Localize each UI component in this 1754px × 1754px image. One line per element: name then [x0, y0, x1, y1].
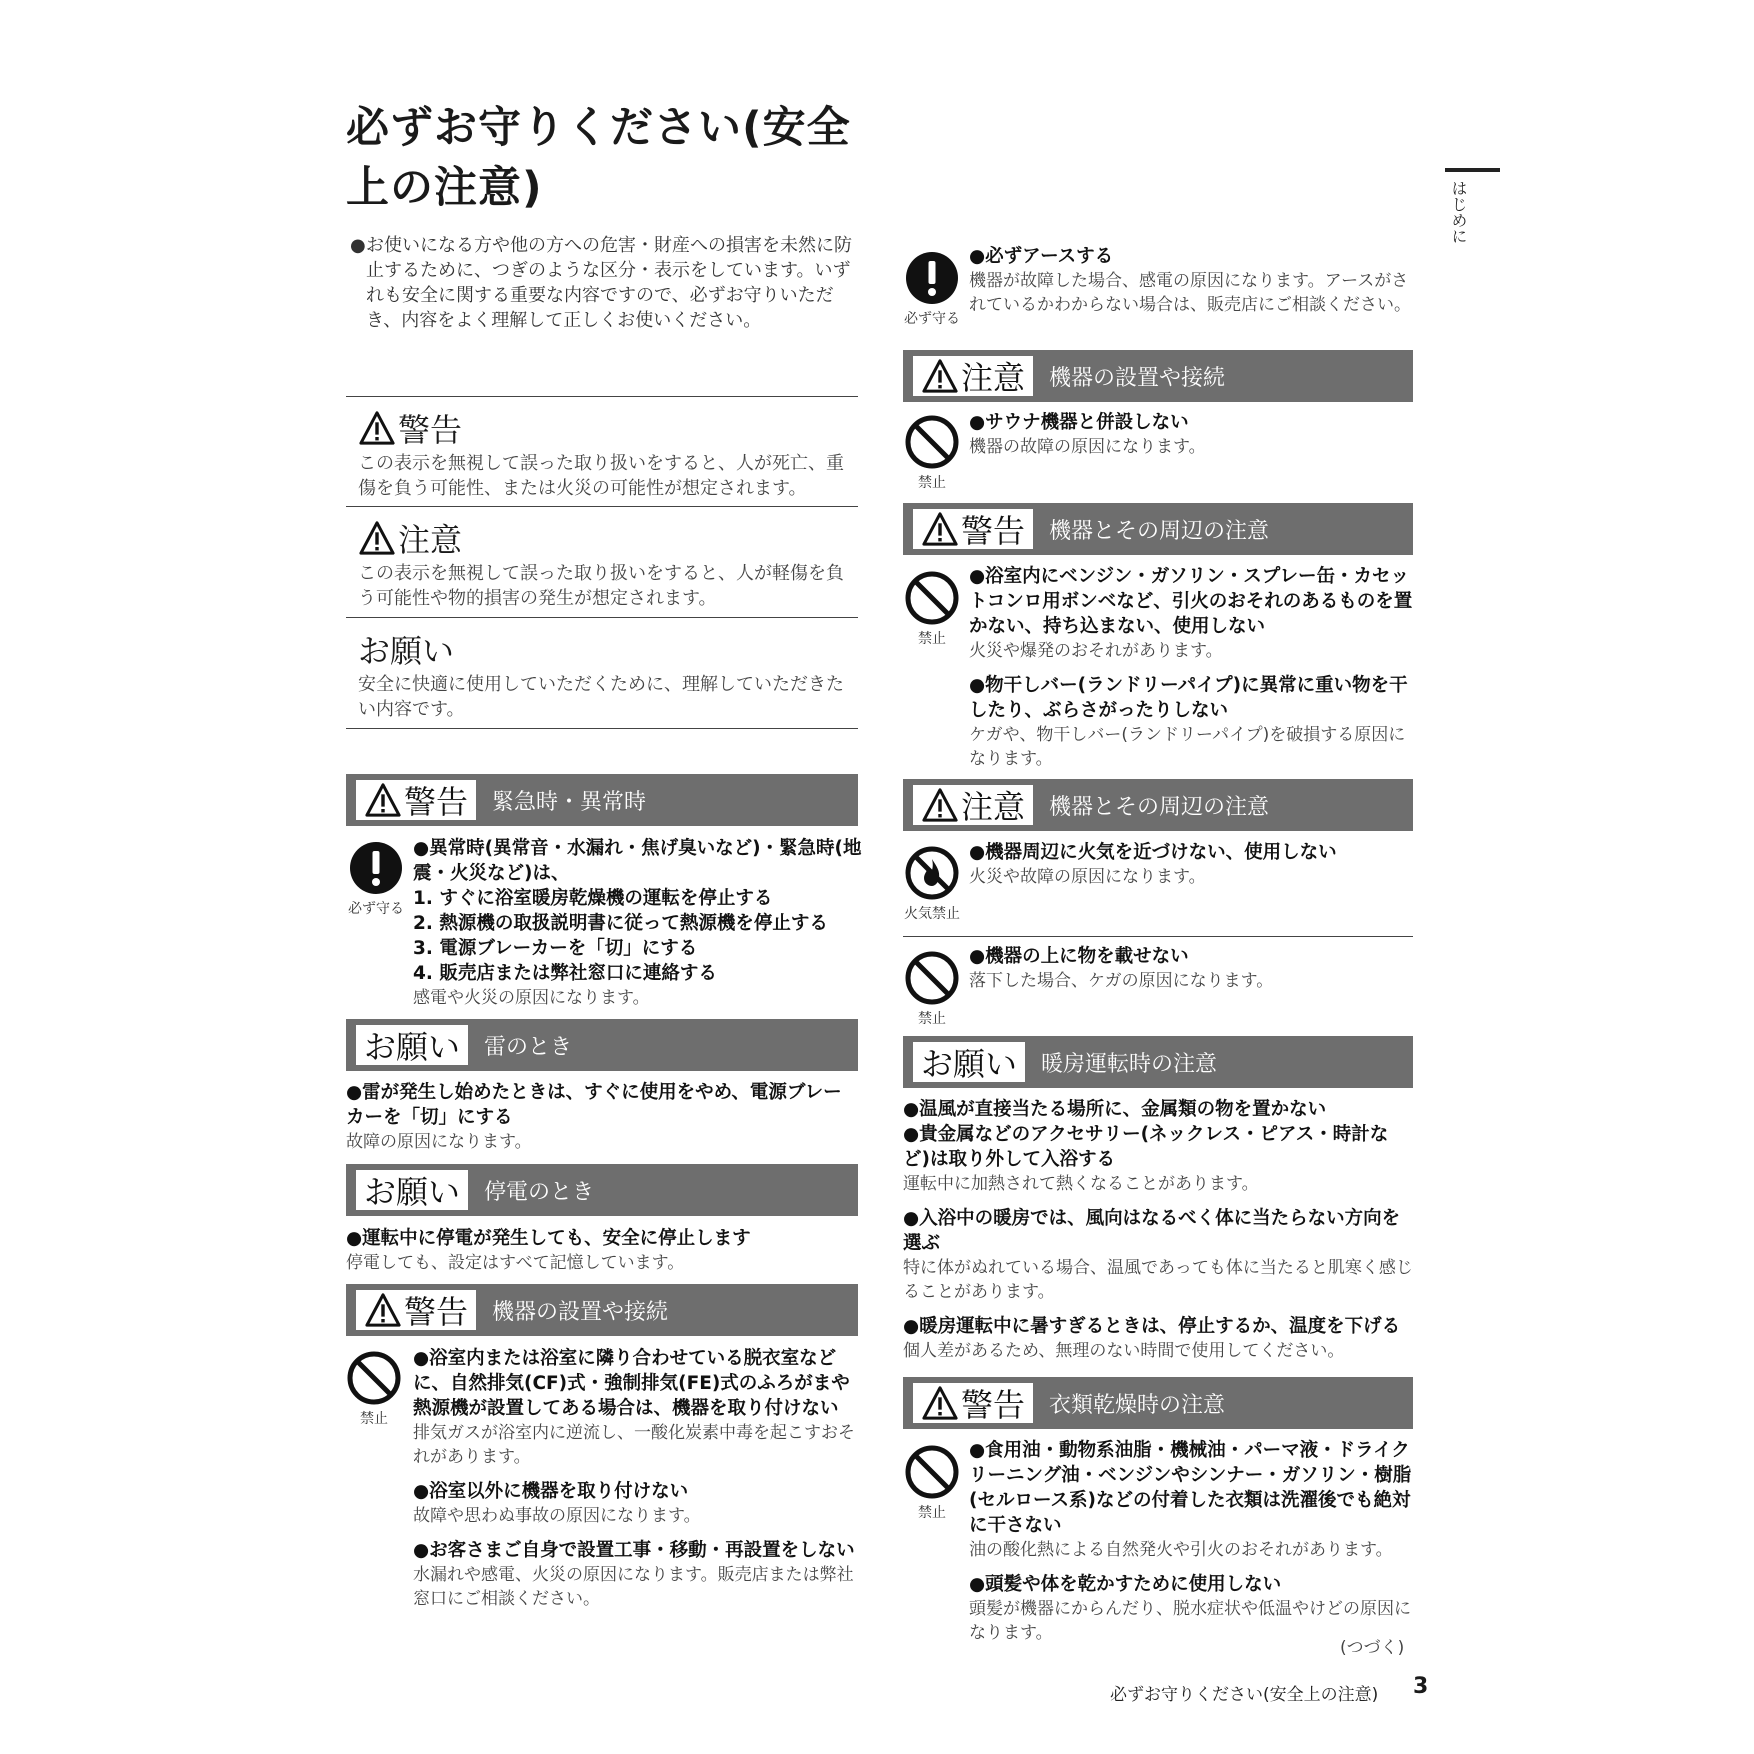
badge-label: 注意: [961, 788, 1026, 826]
section-title: 雷のとき: [484, 1034, 573, 1060]
item-heading: ●雷が発生し始めたときは、すぐに使用をやめ、電源ブレーカーを「切」にする: [346, 1082, 842, 1128]
step-item: 4. 販売店または弊社窓口に連絡する: [413, 963, 717, 984]
prohibit-icon: [904, 570, 960, 626]
item-heading: ●頭髪や体を乾かすために使用しない: [969, 1574, 1282, 1595]
warning-triangle-icon: [921, 511, 959, 547]
section-bar-warning-around: [903, 503, 1413, 555]
divider: [903, 936, 1413, 937]
item-desc: 機器が故障した場合、感電の原因になります。アースがされているかわからない場合は、販売店にご相談ください。: [969, 271, 1411, 315]
mandatory-icon: [904, 250, 960, 306]
item-desc: 水漏れや感電、火災の原因になります。販売店または弊社窓口にご相談ください。: [413, 1565, 854, 1609]
step-list: [413, 886, 863, 986]
install-content: [413, 1346, 863, 1611]
icon-caption: 必ず守る: [904, 311, 960, 327]
step-item: 3. 電源ブレーカーを「切」にする: [413, 938, 698, 959]
prohibit-icon: [904, 414, 960, 470]
section-title: 緊急時・異常時: [492, 789, 647, 815]
outage-content: [346, 1226, 858, 1275]
item-desc: 落下した場合、ケガの原因になります。: [969, 971, 1274, 991]
section-bar-emergency: [346, 774, 858, 826]
item-desc: 感電や火災の原因になります。: [413, 988, 650, 1008]
badge-label: 警告: [404, 1293, 469, 1331]
item-desc: 運転中に加熱されて熱くなることがあります。: [903, 1174, 1259, 1194]
legend-desc: この表示を無視して誤った取り扱いをすると、人が死亡、重傷を負う可能性、または火災の可能性が想定されます。: [358, 453, 844, 499]
prohibit-icon-group: [902, 570, 962, 648]
item-desc: 火災や爆発のおそれがあります。: [969, 641, 1223, 661]
item-desc: 停電しても、設定はすべて記憶しています。: [346, 1253, 685, 1273]
icon-caption: 禁止: [918, 631, 946, 647]
item-heading: ●機器の上に物を載せない: [969, 946, 1189, 967]
section-bar-thunder: [346, 1019, 858, 1071]
step-item: 1. すぐに浴室暖房乾燥機の運転を停止する: [413, 888, 773, 909]
badge-label: 警告: [961, 1386, 1026, 1424]
section-bar-heating: [903, 1036, 1413, 1088]
badge-label: お願い: [364, 1028, 461, 1066]
warning-triangle-icon: [364, 782, 402, 818]
legend-desc: 安全に快適に使用していただくために、理解していただきたい内容です。: [358, 674, 844, 720]
prohibit-icon: [904, 1444, 960, 1500]
no-fire-icon: [904, 845, 960, 901]
legend-label: 注意: [398, 521, 463, 559]
icon-caption: 禁止: [918, 475, 946, 491]
badge-label: お願い: [921, 1045, 1018, 1083]
intro-paragraph: [350, 233, 860, 333]
section-tab-label: はじめに: [1449, 180, 1468, 244]
item-desc: 油の酸化熱による自然発火や引火のおそれがあります。: [969, 1540, 1393, 1560]
legend-label: 警告: [398, 411, 463, 449]
section-bar-install: [346, 1284, 858, 1336]
icon-caption: 禁止: [918, 1505, 946, 1521]
badge-label: 警告: [961, 512, 1026, 550]
drying-content: [969, 1438, 1419, 1645]
section-title: 衣類乾燥時の注意: [1049, 1392, 1226, 1418]
must-icon-group: [902, 250, 962, 328]
fire-prohibit-icon-group: [902, 845, 962, 923]
item-desc: 個人差があるため、無理のない時間で使用してください。: [903, 1341, 1345, 1361]
thunder-content: [346, 1080, 858, 1154]
ground-content: [969, 244, 1419, 317]
section-title: 機器の設置や接続: [492, 1299, 669, 1325]
section-title: 機器とその周辺の注意: [1049, 518, 1270, 544]
section-bar-caution-around: [903, 779, 1413, 831]
legend-warning: [346, 396, 858, 501]
warning-triangle-icon: [364, 1292, 402, 1328]
warning-triangle-icon: [921, 1385, 959, 1421]
badge-label: お願い: [364, 1173, 461, 1211]
icon-caption: 禁止: [918, 1011, 946, 1027]
badge-label: 警告: [404, 783, 469, 821]
prohibit-icon-group: [902, 950, 962, 1028]
icon-caption: 禁止: [360, 1411, 388, 1427]
item-desc: 頭髪が機器にからんだり、脱水症状や低温やけどの原因になります。: [969, 1599, 1411, 1643]
step-item: 2. 熱源機の取扱説明書に従って熱源機を停止する: [413, 913, 828, 934]
icon-caption: 火気禁止: [904, 906, 960, 922]
section-title: 機器の設置や接続: [1049, 365, 1226, 391]
item-heading: ●異常時(異常音・水漏れ・焦げ臭いなど)・緊急時(地震・火災など)は、: [413, 838, 862, 884]
section-bar-outage: [346, 1164, 858, 1216]
item-desc: 故障の原因になります。: [346, 1132, 532, 1152]
continued-label: (つづく): [1340, 1638, 1405, 1658]
item-heading: ●必ずアースする: [969, 246, 1114, 267]
item-heading: ●物干しバー(ランドリーパイプ)に異常に重い物を干したり、ぶらさがったりしない: [969, 675, 1408, 721]
caution-around-content-1: [969, 840, 1419, 889]
warning-triangle-icon: [921, 358, 959, 394]
section-tab-marker: [1445, 168, 1500, 172]
must-icon-group: [346, 840, 406, 918]
item-desc: 故障や思わぬ事故の原因になります。: [413, 1506, 701, 1526]
warning-triangle-icon: [921, 787, 959, 823]
warning-around-content: [969, 564, 1419, 771]
legend-request: [346, 617, 858, 729]
legend-caution: [346, 506, 858, 611]
prohibit-icon: [904, 950, 960, 1006]
prohibit-icon-group: [902, 1444, 962, 1522]
item-desc: 火災や故障の原因になります。: [969, 867, 1206, 887]
item-heading: ●お客さまご自身で設置工事・移動・再設置をしない: [413, 1540, 855, 1561]
legend-desc: この表示を無視して誤った取り扱いをすると、人が軽傷を負う可能性や物的損害の発生が想定されます。: [358, 563, 844, 609]
item-heading: ●運転中に停電が発生しても、安全に停止します: [346, 1228, 751, 1249]
caution-around-content-2: [969, 944, 1419, 993]
section-bar-caution-install: [903, 350, 1413, 402]
warning-triangle-icon: [358, 410, 396, 446]
item-heading: ●温風が直接当たる場所に、金属類の物を置かない ●貴金属などのアクセサリー(ネックレス・ピアス・時計など)は取り外して入浴する: [903, 1099, 1389, 1170]
page-number: 3: [1413, 1674, 1429, 1699]
prohibit-icon: [346, 1350, 402, 1406]
section-title: 停電のとき: [484, 1179, 595, 1205]
footer-section-title: 必ずお守りください(安全上の注意): [1110, 1685, 1379, 1705]
item-desc: 特に体がぬれている場合、温風であっても体に当たると肌寒く感じることがあります。: [903, 1258, 1413, 1302]
heating-content: [903, 1097, 1415, 1363]
section-title: 機器とその周辺の注意: [1049, 794, 1270, 820]
section-bar-drying: [903, 1377, 1413, 1429]
item-heading: ●浴室内または浴室に隣り合わせている脱衣室などに、自然排気(CF)式・強制排気(FE)式のふろがまや熱源機が設置してある場合は、機器を取り付けない: [413, 1348, 850, 1419]
item-desc: 機器の故障の原因になります。: [969, 437, 1206, 457]
caution-install-content: [969, 410, 1419, 459]
item-desc: 排気ガスが浴室内に逆流し、一酸化炭素中毒を起こすおそれがあります。: [413, 1423, 855, 1467]
badge-label: 注意: [961, 359, 1026, 397]
item-heading: ●機器周辺に火気を近づけない、使用しない: [969, 842, 1337, 863]
intro-text: お使いになる方や他の方への危害・財産への損害を未然に防止するために、つぎのような区分・表示をしています。いずれも安全に関する重要な内容ですので、必ずお守りいただき、内容をよく理解して正しくお使いください。: [366, 235, 852, 331]
section-title: 暖房運転時の注意: [1041, 1051, 1218, 1077]
item-heading: ●サウナ機器と併設しない: [969, 412, 1189, 433]
item-desc: ケガや、物干しバー(ランドリーパイプ)を破損する原因になります。: [969, 725, 1406, 769]
item-heading: ●暖房運転中に暑すぎるときは、停止するか、温度を下げる: [903, 1316, 1401, 1337]
item-heading: ●食用油・動物系油脂・機械油・パーマ液・ドライクリーニング油・ベンジンやシンナー・ガソリン・樹脂(セルロース系)などの付着した衣類は洗濯後でも絶対に干さない: [969, 1440, 1412, 1536]
warning-triangle-icon: [358, 520, 396, 556]
emergency-content: [413, 836, 863, 1010]
prohibit-icon-group: [344, 1350, 404, 1428]
legend-label: お願い: [358, 632, 455, 670]
item-heading: ●浴室内にベンジン・ガソリン・スプレー缶・カセットコンロ用ボンベなど、引火のおそれのあるものを置かない、持ち込まない、使用しない: [969, 566, 1413, 637]
prohibit-icon-group: [902, 414, 962, 492]
page-title: 必ずお守りください(安全上の注意): [346, 103, 851, 213]
icon-caption: 必ず守る: [348, 901, 404, 917]
mandatory-icon: [348, 840, 404, 896]
item-heading: ●入浴中の暖房では、風向はなるべく体に当たらない方向を選ぶ: [903, 1208, 1401, 1254]
item-heading: ●浴室以外に機器を取り付けない: [413, 1481, 689, 1502]
bullet: ●: [350, 235, 366, 256]
